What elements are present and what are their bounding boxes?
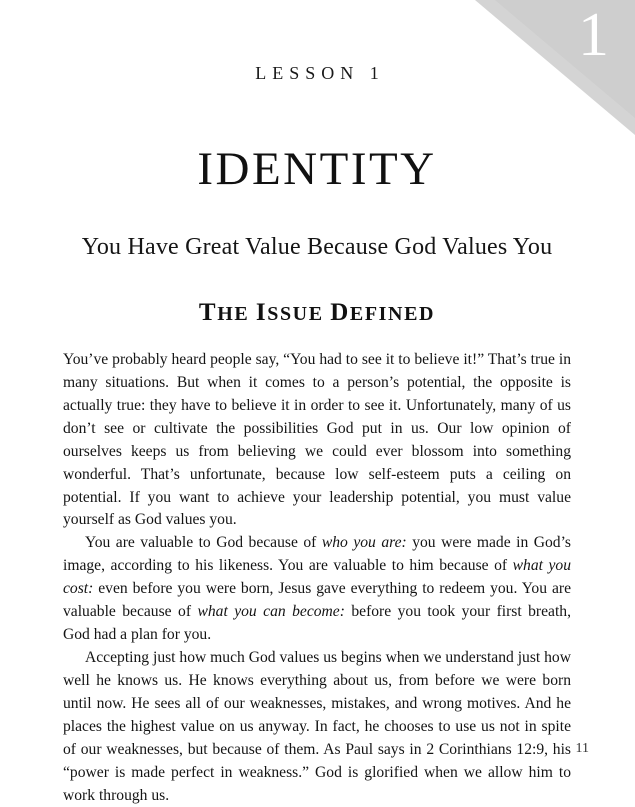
body-copy bbox=[63, 349, 571, 807]
section-heading-part-3: I bbox=[255, 299, 268, 326]
paragraph-3: Accepting just how much God values us begins when we understand just how well he knows us. He knows everything about us, from before we were born until now. He sees all of our weaknesses, mistakes, and wrong motives. And he places the highest value on us anyway. In fact, he chooses to use us not in spite of our weaknesses, but because of them. As Paul says in 2 Corinthians 12:9, his “power is made perfect in weakness.” God is glorified when we allow him to work through us. bbox=[63, 648, 571, 804]
page-title: IDENTITY bbox=[197, 143, 437, 195]
section-heading bbox=[63, 299, 571, 327]
paragraph-1: You’ve probably heard people say, “You had to see it to believe it!” That’s true in many situations. But when it comes to a person’s potential, the opposite is actually true: they have to believe it in order to see it. Unfortunately, many of us don’t see or cultivate the possibilities God put in us. Our low opinion of ourselves keeps us from believing we could ever blossom into something wonderful. That’s unfortunate, because low self-esteem puts a ceiling on potential. If you want to achieve your leadership potential, you must value yourself as God values you. bbox=[63, 351, 571, 529]
paragraph-2-emphasis-2: what you cost: bbox=[63, 557, 571, 598]
chapter-number: 1 bbox=[578, 1, 609, 69]
page-subtitle: You Have Great Value Because God Values You bbox=[81, 234, 553, 260]
paragraph-2-emphasis-1: who you are: bbox=[321, 534, 407, 552]
section-heading-part-2: HE bbox=[217, 303, 256, 325]
paragraph-2-emphasis-3: what you can become: bbox=[197, 603, 345, 621]
page-content bbox=[63, 0, 571, 807]
section-heading-part-5: D bbox=[330, 299, 350, 326]
paragraph-2-text-b: you were made in God’s image, according to his likeness. You are valuable to him because of bbox=[63, 534, 571, 575]
section-heading-part-4: SSUE bbox=[267, 303, 331, 325]
lesson-label: LESSON 1 bbox=[255, 63, 385, 83]
section-heading-part-6: EFINED bbox=[349, 303, 436, 325]
paragraph-2 bbox=[63, 532, 571, 647]
page-number: 11 bbox=[575, 741, 589, 756]
paragraph-2-text-d: before you took your first breath, God had a plan for you. bbox=[63, 603, 571, 644]
paragraph-2-text-a: You are valuable to God because of bbox=[85, 534, 322, 552]
paragraph-2-text-c: even before you were born, Jesus gave everything to redeem you. You are valuable because of bbox=[63, 580, 571, 621]
section-heading-part-1: T bbox=[198, 299, 218, 326]
